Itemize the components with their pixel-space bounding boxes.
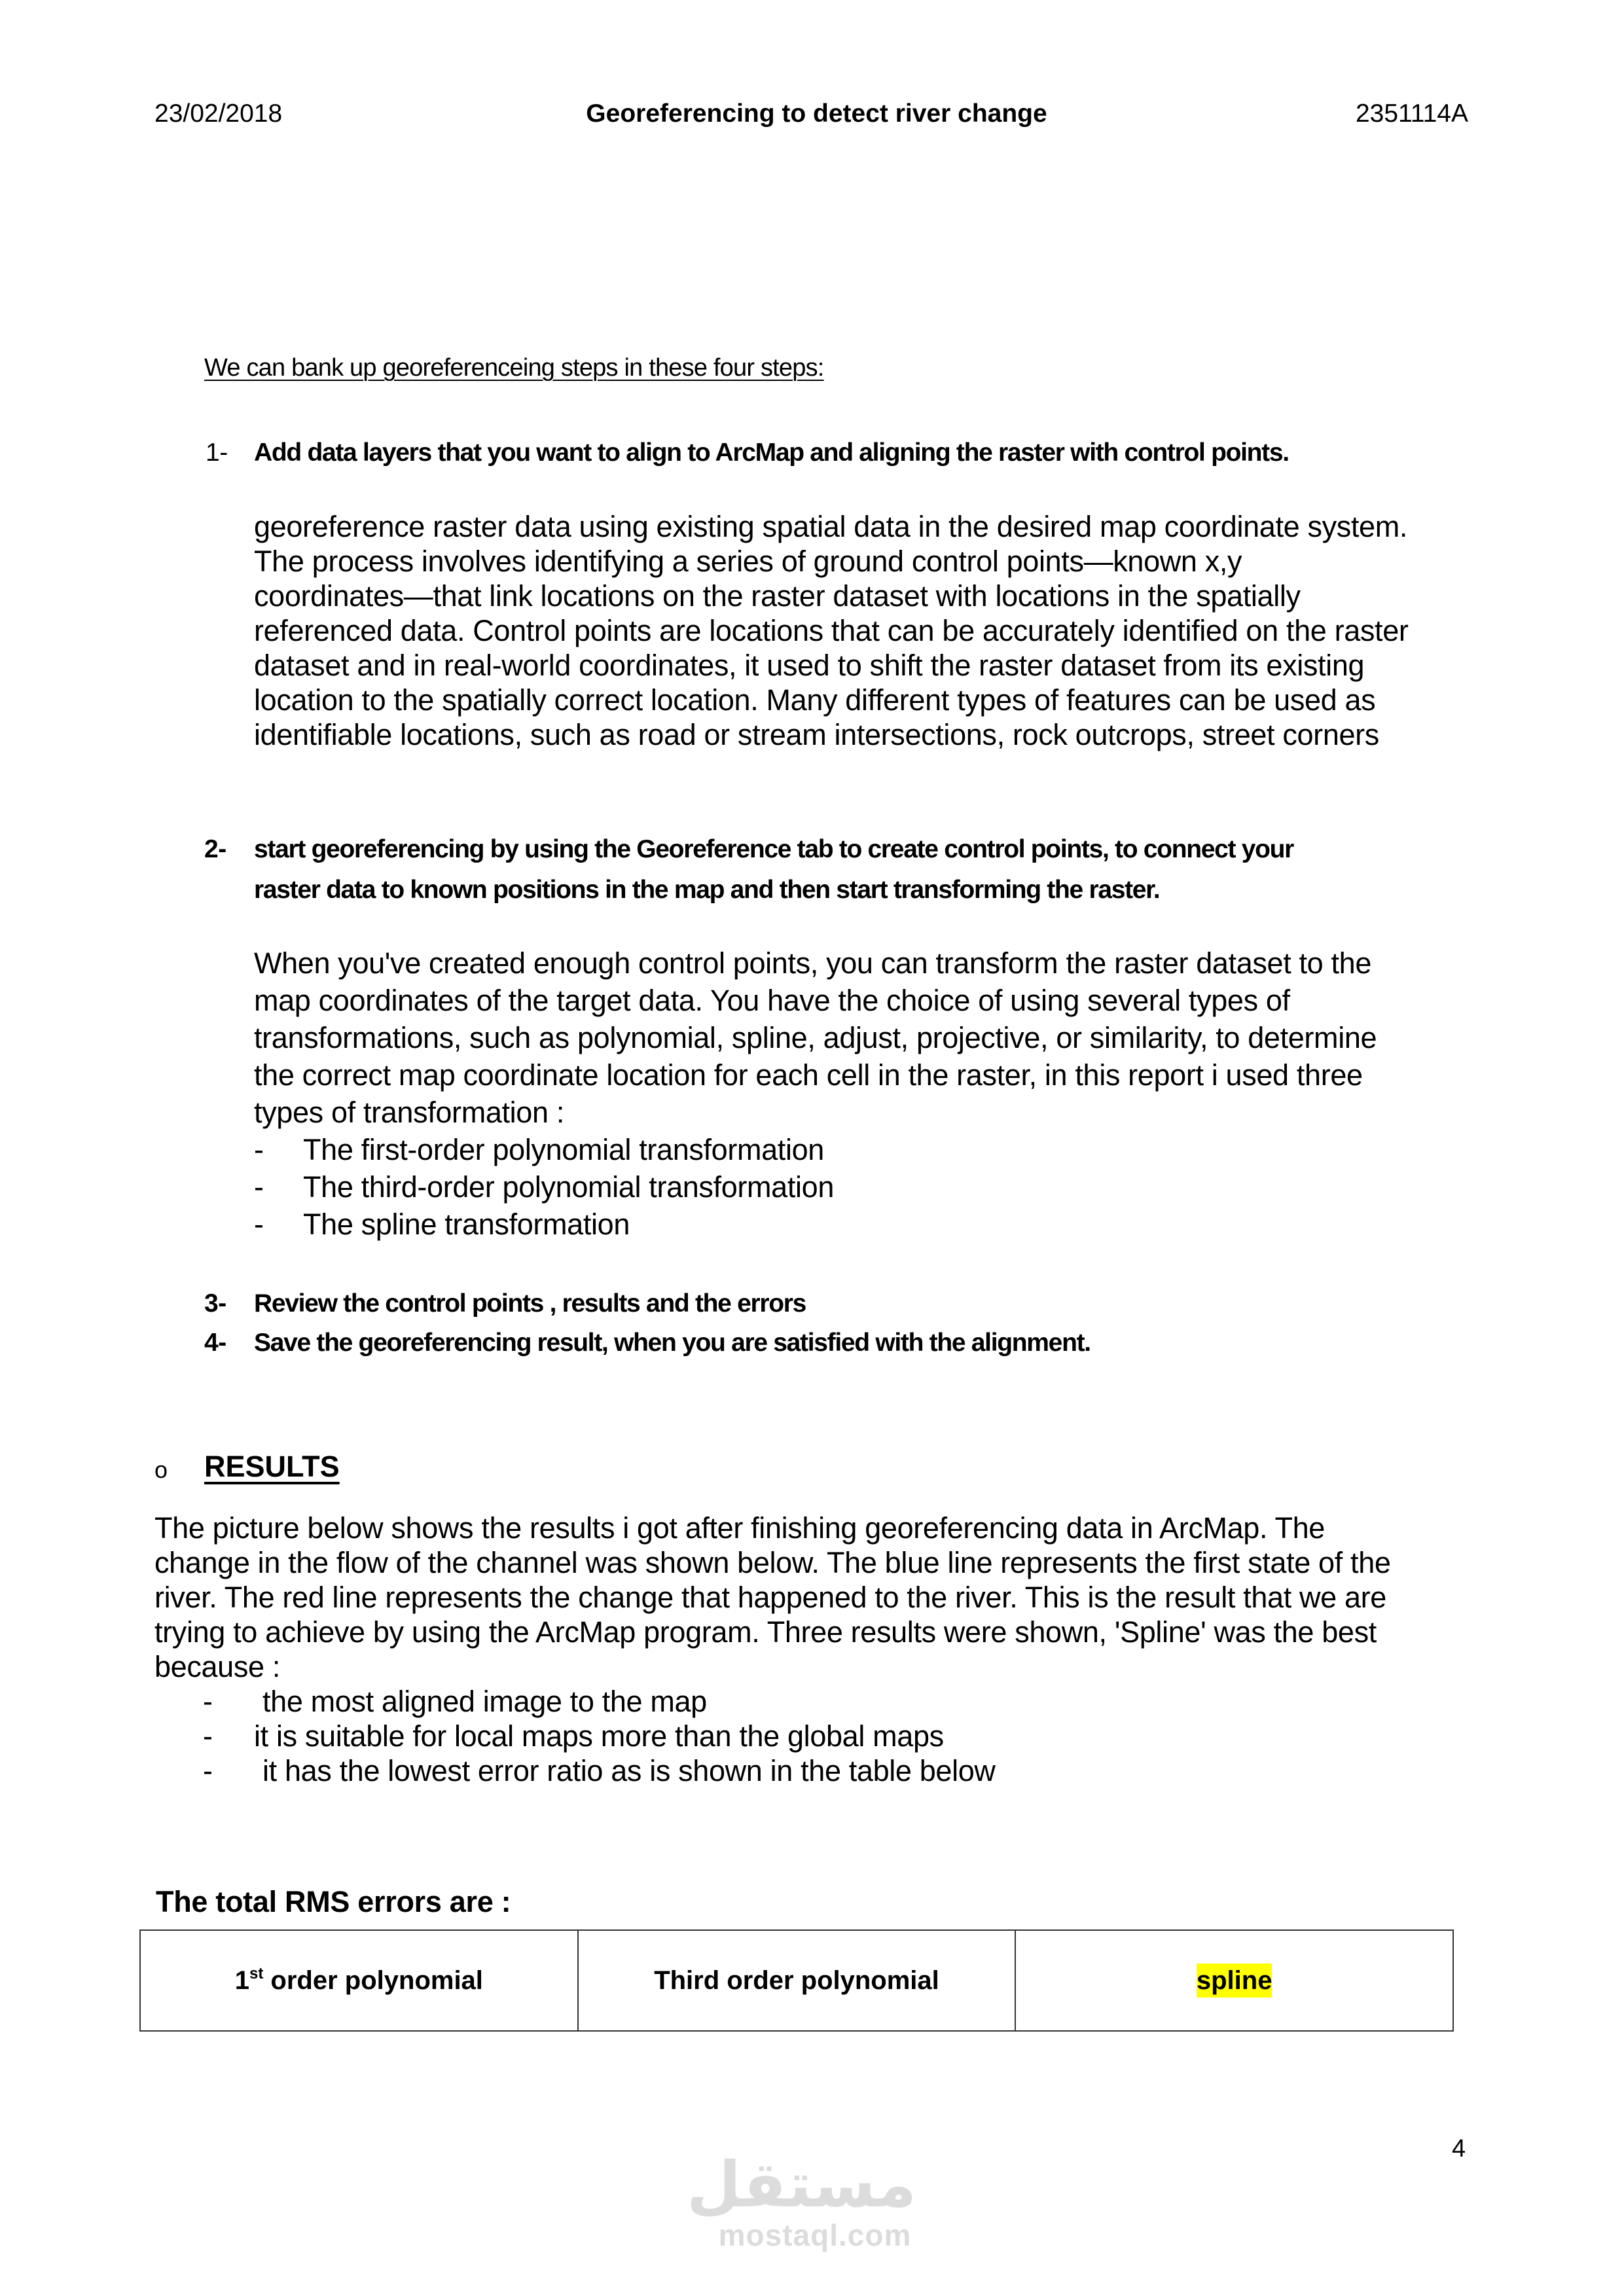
header-date: 23/02/2018 (154, 99, 283, 128)
paragraph-line: coordinates—that link locations on the raster dataset with locations in the spatially (254, 579, 1301, 613)
step-3-number: 3- (204, 1289, 226, 1318)
step-3-title: Review the control points , results and the errors (254, 1289, 806, 1318)
header-title: Georeferencing to detect river change (586, 99, 1047, 128)
header-student-id: 2351114A (1355, 99, 1468, 128)
cell-label: Third order polynomial (654, 1965, 939, 1995)
list-dash: - (203, 1685, 213, 1718)
step-2-title-line-1: start georeferencing by using the Georeference tab to create control points, to connect your (254, 835, 1294, 863)
paragraph-line: map coordinates of the target data. You have the choice of using several types of (254, 984, 1290, 1017)
paragraph-line: When you've created enough control points, you can transform the raster dataset to the (254, 946, 1371, 980)
step-2-title-line-2: raster data to known positions in the map and then start transforming the raster. (254, 876, 1160, 904)
list-item: it has the lowest error ratio as is shown in the table below (262, 1754, 996, 1787)
paragraph-line: location to the spatially correct location. Many different types of features can be used as (254, 683, 1376, 717)
results-heading: RESULTS (204, 1450, 340, 1483)
paragraph-line: dataset and in real-world coordinates, it used to shift the raster dataset from its existing (254, 649, 1365, 682)
table-cell-spline (1015, 1930, 1453, 2031)
watermark-logo (686, 2148, 916, 2252)
list-dash: - (203, 1754, 213, 1787)
rms-table (139, 1929, 1454, 2032)
watermark-latin: mostaql.com (718, 2218, 912, 2252)
list-item: The first-order polynomial transformation (303, 1133, 824, 1166)
paragraph-line: types of transformation : (254, 1096, 564, 1129)
list-item: The third-order polynomial transformation (303, 1170, 835, 1204)
results-bullet-icon: o (154, 1456, 168, 1483)
paragraph-line: georeference raster data using existing spatial data in the desired map coordinate system. (254, 510, 1408, 543)
step-1-number: 1- (206, 439, 228, 467)
intro-heading: We can bank up georeferenceing steps in these four steps: (204, 354, 824, 382)
cell-label-main: 1 (234, 1965, 249, 1995)
paragraph-line: The picture below shows the results i got after finishing georeferencing data in ArcMap. The (154, 1511, 1325, 1545)
paragraph-line: change in the flow of the channel was shown below. The blue line represents the first state of the (154, 1546, 1391, 1579)
list-dash: - (254, 1133, 264, 1166)
step-4-number: 4- (204, 1329, 226, 1357)
page-number: 4 (1452, 2135, 1466, 2162)
list-item: the most aligned image to the map (262, 1685, 707, 1718)
list-dash: - (254, 1170, 264, 1204)
paragraph-line: trying to achieve by using the ArcMap program. Three results were shown, 'Spline' was the best (154, 1615, 1377, 1649)
cell-label-highlighted: spline (1197, 1964, 1272, 1998)
paragraph-line: referenced data. Control points are locations that can be accurately identified on the raster (254, 614, 1409, 647)
cell-label-rest: order polynomial (263, 1965, 483, 1995)
cell-label-sup: st (249, 1964, 264, 1982)
paragraph-line: identifiable locations, such as road or stream intersections, rock outcrops, street corners (254, 718, 1379, 751)
list-dash: - (203, 1719, 213, 1753)
paragraph-line: river. The red line represents the change that happened to the river. This is the result that we are (154, 1581, 1386, 1614)
paragraph-line: because : (154, 1650, 280, 1683)
step-4-title: Save the georeferencing result, when you are satisfied with the alignment. (254, 1329, 1091, 1357)
table-row (140, 1930, 1453, 2031)
rms-title: The total RMS errors are : (156, 1885, 511, 1918)
list-dash: - (254, 1208, 264, 1241)
step-2-number: 2- (204, 835, 226, 863)
step-1-title: Add data layers that you want to align to ArcMap and aligning the raster with control points. (254, 439, 1289, 467)
paragraph-line: the correct map coordinate location for each cell in the raster, in this report i used three (254, 1058, 1363, 1092)
table-cell-third-order (578, 1930, 1016, 2031)
paragraph-line: transformations, such as polynomial, spline, adjust, projective, or similarity, to determine (254, 1021, 1377, 1054)
watermark-arabic: مستقل (686, 2148, 916, 2221)
paragraph-line: The process involves identifying a series of ground control points—known x,y (254, 545, 1242, 578)
list-item: The spline transformation (303, 1208, 630, 1241)
table-cell-first-order (140, 1930, 578, 2031)
list-item: it is suitable for local maps more than the global maps (254, 1719, 944, 1753)
